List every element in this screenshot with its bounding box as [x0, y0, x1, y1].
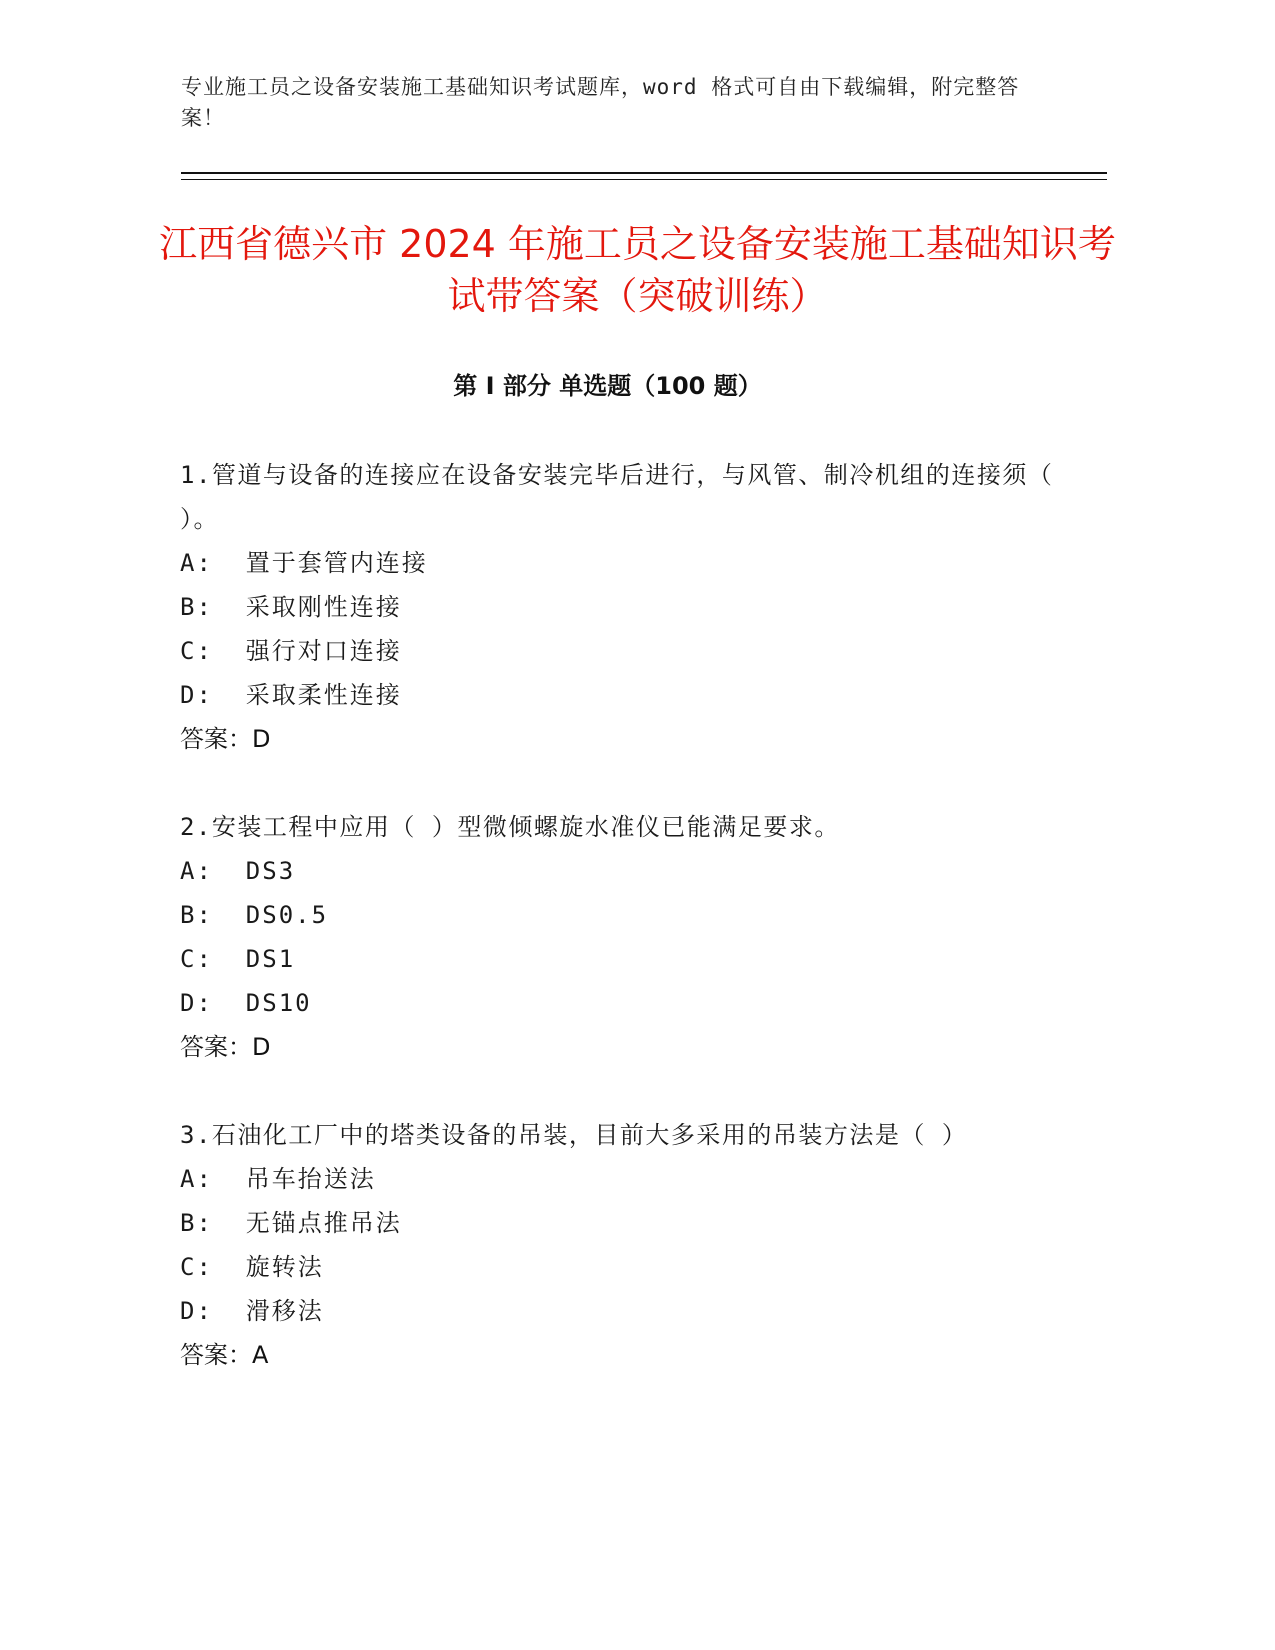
option-b: B: DS0.5	[180, 901, 329, 929]
question-3	[180, 1113, 1060, 1377]
option-d: D: 采取柔性连接	[180, 681, 402, 709]
answer-line: 答案：A	[180, 1341, 269, 1369]
header-divider-thick	[181, 172, 1107, 174]
option-b: B: 采取刚性连接	[180, 593, 402, 621]
option-c: C: 强行对口连接	[180, 637, 402, 665]
answer-line: 答案：D	[180, 1033, 271, 1061]
header-divider-thin	[181, 179, 1107, 180]
option-a: A: 吊车抬送法	[180, 1165, 376, 1193]
option-c: C: 旋转法	[180, 1253, 324, 1281]
option-d: D: DS10	[180, 989, 312, 1017]
question-text: 3.石油化工厂中的塔类设备的吊装，目前大多采用的吊装方法是（ ）	[180, 1121, 968, 1149]
question-1	[180, 453, 1060, 761]
question-text: 1.管道与设备的连接应在设备安装完毕后进行，与风管、制冷机组的连接须（ ）。	[180, 461, 1054, 533]
section-title: 第 I 部分 单选题（100 题）	[453, 372, 762, 400]
header-note: 专业施工员之设备安装施工基础知识考试题库，word 格式可自由下载编辑，附完整答案！	[181, 75, 1020, 130]
option-d: D: 滑移法	[180, 1297, 324, 1325]
option-a: A: DS3	[180, 857, 296, 885]
option-c: C: DS1	[180, 945, 296, 973]
question-2	[180, 805, 1060, 1069]
answer-line: 答案：D	[180, 725, 271, 753]
question-text: 2.安装工程中应用（ ）型微倾螺旋水准仪已能满足要求。	[180, 813, 840, 841]
option-a: A: 置于套管内连接	[180, 549, 428, 577]
option-b: B: 无锚点推吊法	[180, 1209, 402, 1237]
question-list	[180, 453, 1060, 1421]
document-title: 江西省德兴市 2024 年施工员之设备安装施工基础知识考试带答案（突破训练）	[159, 222, 1116, 318]
